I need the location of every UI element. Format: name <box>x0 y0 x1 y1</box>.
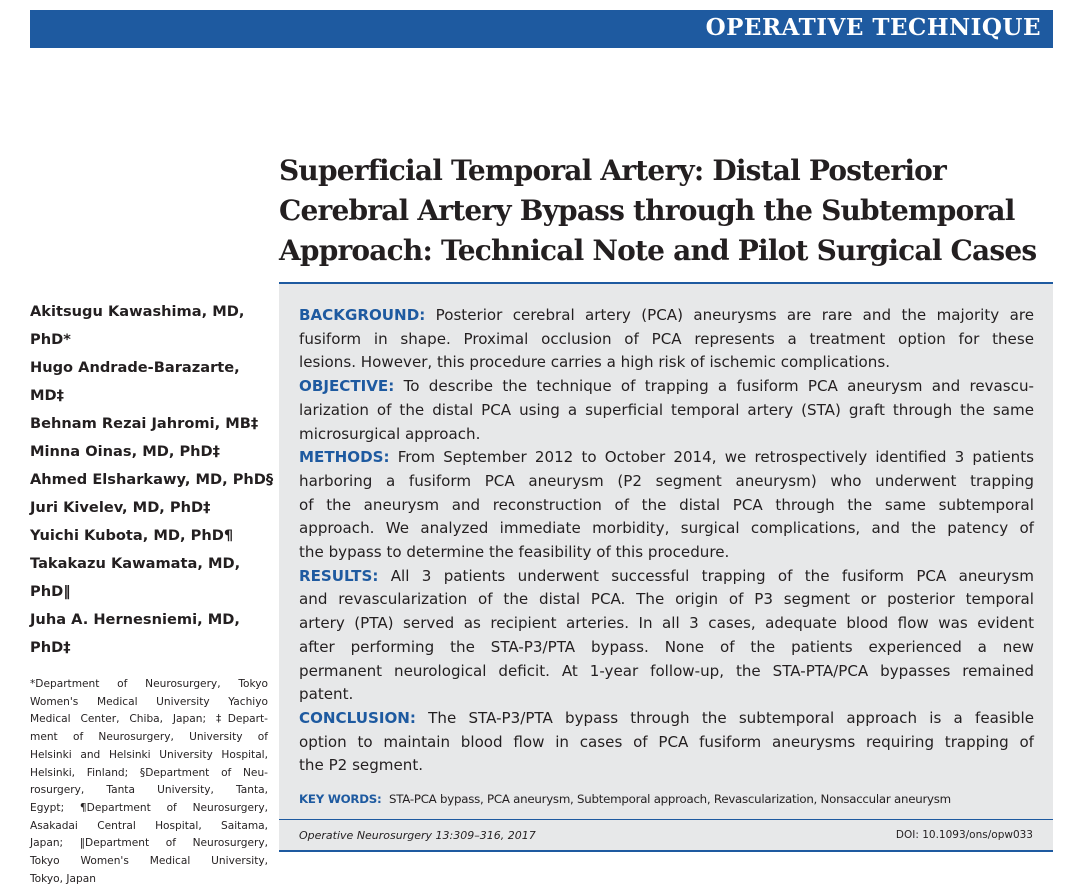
affiliation-line: Helsinki and Helsinki University Hospital, <box>30 748 268 761</box>
abstract-line <box>299 707 1034 731</box>
divider <box>279 819 1053 820</box>
background-text: Posterior cerebral artery (PCA) aneurysms are rare and the majority are <box>435 306 1034 324</box>
abstract-line: option to maintain blood flow in cases of PCA fusiform aneurysms requiring trapping of <box>299 732 1034 751</box>
author-line: Juri Kivelev, MD, PhD‡ <box>30 499 211 516</box>
article-title <box>279 151 1049 271</box>
results-label: RESULTS: <box>299 566 379 585</box>
author-line: Behnam Rezai Jahromi, MB‡ <box>30 415 259 432</box>
abstract-line <box>299 304 1034 328</box>
affiliation-line: ment of Neurosurgery, University of <box>30 731 268 744</box>
methods-text: From September 2012 to October 2014, we retrospectively identified 3 patients <box>397 448 1034 467</box>
affiliation-line: Egypt; ¶Department of Neurosurgery, <box>30 801 268 814</box>
abstract-text <box>299 304 1034 778</box>
doi[interactable]: DOI: 10.1093/ons/opw033 <box>895 829 1033 841</box>
author-line: Yuichi Kubota, MD, PhD¶ <box>30 527 234 544</box>
abstract-line <box>299 565 1034 589</box>
abstract-line <box>299 446 1034 470</box>
abstract-line: harboring a fusiform PCA aneurysm (P2 segment aneurysm) who underwent trapping <box>299 471 1034 490</box>
results-text: All 3 patients underwent successful trapping of the fusiform PCA aneurysm <box>390 566 1034 585</box>
affiliation-line: rosurgery, Tanta University, Tanta, <box>30 784 268 797</box>
title-line: Approach: Technical Note and Pilot Surgical Cases <box>279 234 1037 267</box>
abstract-line: and revascularization of the distal PCA. The origin of P3 segment or posterior temporal <box>299 590 1034 609</box>
background-label: BACKGROUND: <box>299 306 426 324</box>
affiliation-line: *Department of Neurosurgery, Tokyo <box>30 678 268 690</box>
author-line: PhD* <box>30 331 71 348</box>
affiliation-line: Women's Medical University Yachiyo <box>30 695 268 708</box>
section-header-bar <box>30 10 1053 48</box>
methods-label: METHODS: <box>299 448 390 467</box>
affiliation-line: Medical Center, Chiba, Japan; ‡Depart- <box>30 713 268 726</box>
author-line: Akitsugu Kawashima, MD, <box>30 303 245 320</box>
keywords <box>299 792 1039 806</box>
abstract-line: microsurgical approach. <box>299 424 481 443</box>
abstract-line: of the aneurysm and reconstruction of the distal PCA through the same subtemporal <box>299 495 1034 514</box>
author-line: PhD‖ <box>30 583 71 600</box>
abstract-line: after performing the STA-P3/PTA bypass. None of the patients experienced a new <box>299 637 1034 656</box>
keywords-label: KEY WORDS: <box>299 792 382 806</box>
author-line: MD‡ <box>30 387 64 404</box>
author-line: Juha A. Hernesniemi, MD, <box>30 611 240 628</box>
abstract-line: permanent neurological deficit. At 1-year follow-up, the STA-PTA/PCA bypasses remained <box>299 661 1034 680</box>
title-line: Superficial Temporal Artery: Distal Posterior <box>279 154 946 187</box>
author-line: Hugo Andrade-Barazarte, <box>30 359 240 376</box>
author-line: PhD‡ <box>30 639 71 656</box>
conclusion-text: The STA-P3/PTA bypass through the subtemporal approach is a feasible <box>428 708 1034 727</box>
affiliation-line: Helsinki, Finland; §Department of Neu- <box>30 766 268 779</box>
abstract-line: approach. We analyzed immediate morbidity, surgical complications, and the patency of <box>299 519 1034 538</box>
affiliation-line: Japan; ‖Department of Neurosurgery, <box>30 837 268 850</box>
author-line: Ahmed Elsharkawy, MD, PhD§ <box>30 471 274 488</box>
abstract-line: patent. <box>299 685 354 704</box>
affiliation-line: Asakadai Central Hospital, Saitama, <box>30 819 268 832</box>
abstract-line: artery (PTA) served as recipient arteries. In all 3 cases, adequate blood flow was evident <box>299 614 1034 633</box>
conclusion-label: CONCLUSION: <box>299 708 416 727</box>
abstract-line: the bypass to determine the feasibility of this procedure. <box>299 543 730 562</box>
affiliations <box>30 676 268 888</box>
abstract-line: lesions. However, this procedure carries a high risk of ischemic complications. <box>299 353 891 372</box>
journal-citation: Operative Neurosurgery 13:309–316, 2017 <box>299 829 536 842</box>
abstract-box <box>279 282 1053 852</box>
affiliation-line: Tokyo, Japan <box>30 872 96 885</box>
objective-text: To describe the technique of trapping a fusiform PCA aneurysm and revascu- <box>403 377 1034 396</box>
keywords-text: STA-PCA bypass, PCA aneurysm, Subtemporal approach, Revascularization, Nonsaccular aneurysm <box>388 792 951 806</box>
abstract-line: fusiform in shape. Proximal occlusion of PCA represents a treatment option for these <box>299 329 1034 348</box>
author-list <box>30 298 275 662</box>
author-line: Takakazu Kawamata, MD, <box>30 555 241 572</box>
author-line: Minna Oinas, MD, PhD‡ <box>30 443 220 460</box>
title-line: Cerebral Artery Bypass through the Subtemporal <box>279 194 1015 227</box>
abstract-line: the P2 segment. <box>299 756 424 775</box>
abstract-line <box>299 375 1034 399</box>
abstract-line: larization of the distal PCA using a superficial temporal artery (STA) graft through the same <box>299 400 1034 419</box>
objective-label: OBJECTIVE: <box>299 377 395 396</box>
section-label: OPERATIVE TECHNIQUE <box>705 14 1041 41</box>
affiliation-line: Tokyo Women's Medical University, <box>30 855 268 868</box>
